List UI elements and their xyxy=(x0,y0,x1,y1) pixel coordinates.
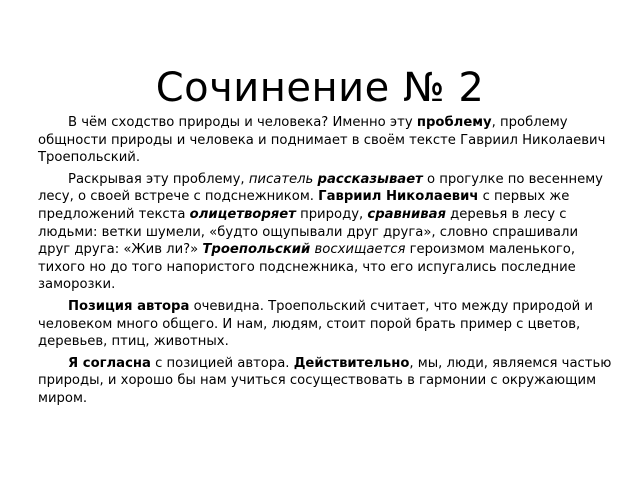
text-run: Раскрывая эту проблему, xyxy=(68,171,249,187)
text-run: с первых же предложений текста xyxy=(38,189,570,222)
italic-text-run: восхищается xyxy=(314,242,406,258)
bold-italic-text-run: сравнивая xyxy=(367,206,446,222)
text-run: , мы, люди, являемся частью природы, и хорошо бы нам учиться сосуществовать в гармонии с окружающим миром. xyxy=(38,355,612,406)
italic-text-run: писатель xyxy=(248,171,314,187)
bold-italic-text-run: олицетворяет xyxy=(189,206,296,222)
bold-text-run: Гавриил Николаевич xyxy=(318,189,479,205)
text-run: о прогулке по весеннему лесу, о своей встрече с подснежником. xyxy=(38,171,603,205)
bold-text-run: Я согласна xyxy=(68,355,151,371)
bold-text-run: Действительно xyxy=(293,355,410,371)
bold-text-run: Позиция автора xyxy=(68,298,190,314)
bold-italic-text-run: Троепольский xyxy=(202,242,311,258)
text-run: очевидна. Троепольский считает, что между природой и человеком много общего. И нам, людям, стоит порой брать пример с цветов, деревьев, птиц, животных. xyxy=(38,298,594,350)
text-run: , проблему общности природы и человека и поднимает в своём тексте Гавриил Николаевич Троепольский. xyxy=(38,115,606,166)
paragraph-argument xyxy=(38,171,613,294)
bold-italic-text-run: рассказывает xyxy=(317,171,423,187)
text-run: героизмом маленького, тихого но до того напористого подснежника, что его испугались последние заморозки. xyxy=(38,242,576,293)
text-run: природу, xyxy=(295,206,368,222)
paragraph-problem xyxy=(38,114,613,167)
paragraph-conclusion xyxy=(38,355,613,408)
text-run: с позицией автора. xyxy=(150,355,294,371)
bold-text-run: проблему xyxy=(416,115,492,130)
text-run: деревья в лесу с людьми: ветки шумели, «будто ощупывали друг друга», словно спрашивали друг друга: «Жив ли?» xyxy=(38,206,579,258)
paragraph-author-position xyxy=(38,298,613,351)
essay-body xyxy=(38,114,613,412)
slide-title: Сочинение № 2 xyxy=(155,64,485,111)
text-run: В чём сходство природы и человека? Именно эту xyxy=(68,115,417,130)
